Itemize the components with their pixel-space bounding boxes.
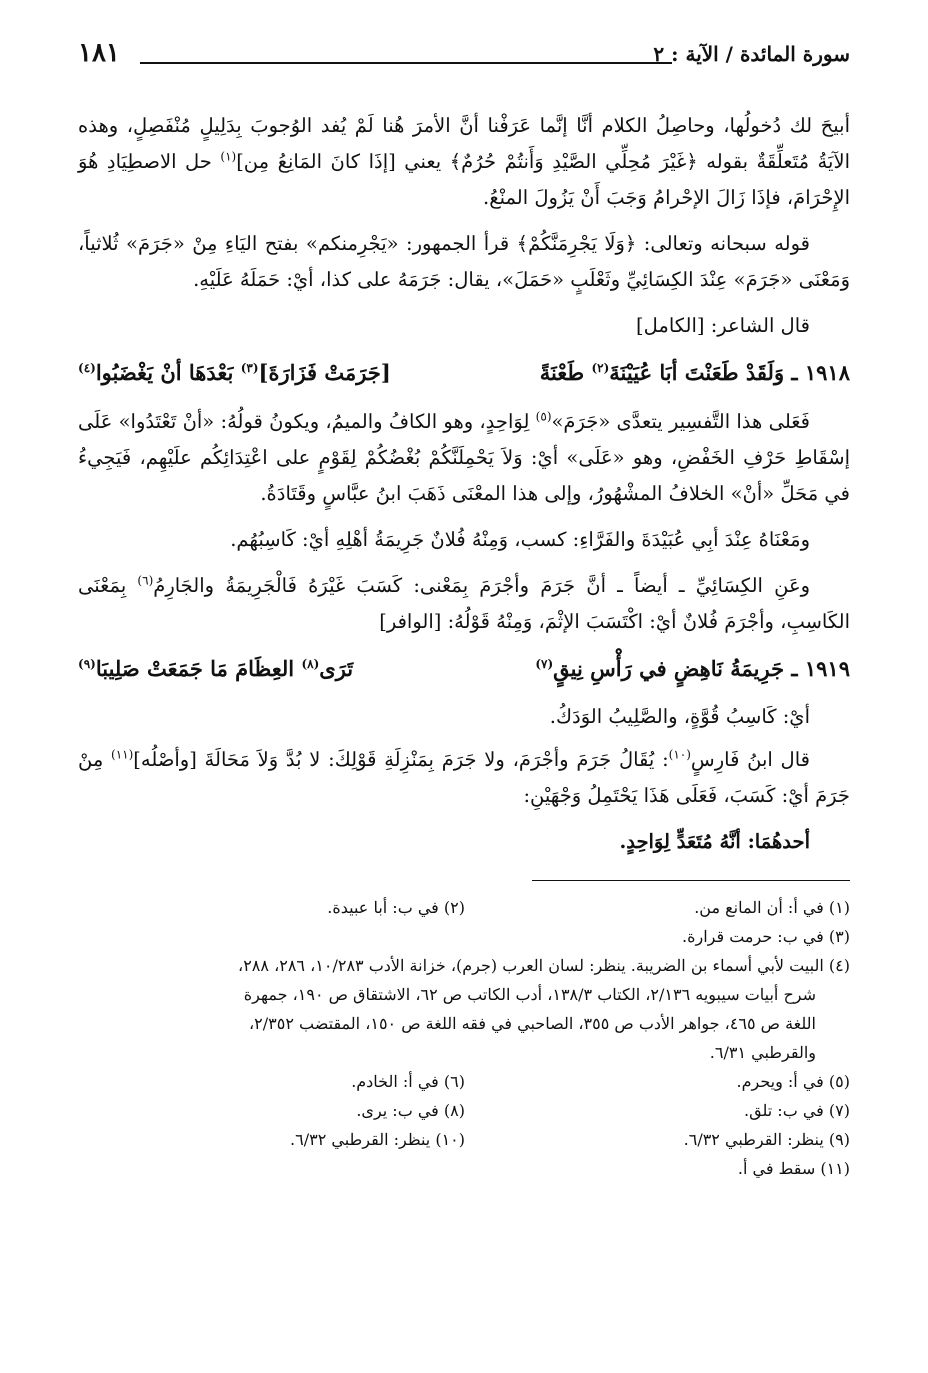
- paragraph-3: [78, 404, 850, 512]
- footnote-ref-9: (٩): [78, 657, 96, 671]
- footnote-row: [78, 922, 850, 951]
- footnote-4: [78, 951, 850, 1067]
- paragraph-7-b: : يُقَالُ جَرَمَ وأجْرَمَ، ولا جَرَمَ بِمَنْزِلَةِ قَوْلِكَ: لا بُدَّ وَلاَ مَحَالَةَ [وأصْلُه]: [133, 748, 669, 771]
- paragraph-1-line-3: حل الاصطِيَادِ هُوَ الإِحْرَامَ، فإذَا زَالَ الإحْرامُ وَجَبَ أَنْ يَزُولَ المنْعُ.: [78, 150, 850, 209]
- footnote-8: (٨) في ب: يرى.: [356, 1101, 465, 1120]
- footnote-4-line-3: اللغة ص ٤٦٥، جواهر الأدب ص ٣٥٥، الصاحبي في فقه اللغة ص ١٥٠، المقتضب ٢/٣٥٢،: [249, 1014, 816, 1033]
- verse-1919-text-c: العِظَامَ مَا جَمَعَتْ صَلِيبَا: [95, 656, 302, 681]
- paragraph-8-lead: أحدهُمَا:: [747, 830, 810, 853]
- header-rule: [140, 62, 672, 64]
- paragraph-7-c: مِنْ جَرَمَ أيْ: كَسَبَ، فَعَلَى هَذَا يَحْتَمِلُ وَجْهَيْنِ:: [78, 748, 850, 807]
- paragraph-1: [78, 108, 850, 216]
- paragraph-4: ومَعْنَاهُ عِنْدَ أبِي عُبَيْدَةَ والفَرَّاءِ: كسب، وَمِنْهُ فُلانٌ جَرِيمَةُ أهْلِهِ أيْ: كَاسِبُهُم.: [230, 528, 810, 551]
- paragraph-7-a: قال ابنُ فَارِسٍ: [690, 748, 810, 771]
- footnote-ref-1: (١): [220, 149, 237, 164]
- footnote-6: (٦) في أ: الخادم.: [351, 1072, 465, 1091]
- verse-1919-text-a: ١٩١٩ ـ جَرِيمَةُ نَاهِضٍ في رَأْسِ نِيقٍ: [553, 656, 850, 681]
- footnote-ref-7: (٧): [535, 657, 554, 671]
- footnote-3: (٣) في ب: حرمت قرارة.: [682, 927, 850, 946]
- paragraph-5: [78, 568, 850, 640]
- meter-label-kamil: قال الشاعر: [الكامل]: [636, 314, 810, 337]
- verse-1919-first-hemistich: [535, 650, 850, 688]
- footnote-10: (١٠) ينظر: القرطبي ٦/٣٢.: [290, 1130, 465, 1149]
- paragraph-5-b: بِمَعْنَى الكَاسِبِ، وأجْرَمَ فُلانٌ أيْ: اكْتَسَبَ الإثْمَ، وَمِنْهُ قَوْلُهُ: [الوافر]: [78, 574, 850, 633]
- verse-1918: [78, 354, 850, 392]
- footnote-9: (٩) ينظر: القرطبي ٦/٣٢.: [683, 1130, 850, 1149]
- verse-1919-second-hemistich: [78, 650, 353, 688]
- running-title: سورة المائدة / الآية : ٢: [653, 42, 850, 66]
- verse-1918-text-c: [جَرَمَتْ فَزَارَةَ]: [258, 360, 391, 385]
- footnote-ref-11: (١١): [111, 747, 134, 762]
- verse-1918-first-hemistich: [540, 354, 850, 392]
- paragraph-1-line-1: أبيحَ لك دُخولُها، وحاصِلُ الكلام أنَّا إنَّما عَرَفْنا أنَّ الأمرَ هُنا لَمْ يُفد الوُجوبَ بِدَلِيلٍ: [199, 114, 850, 137]
- paragraph-3-a: فَعَلى هذا التَّفسِير يتعدَّى «جَرَمَ»: [551, 410, 811, 433]
- footnote-separator: [532, 880, 850, 881]
- page-header: [78, 38, 850, 78]
- main-text: [78, 108, 850, 860]
- footnote-ref-3: (٣): [240, 361, 259, 375]
- footnote-4-line-1: (٤) البيت لأبي أسماء بن الضريبة. ينظر: لسان العرب (جرم)، خزانة الأدب ١٠/٢٨٣، ٢٨٦، ٢٨٨،: [238, 956, 850, 975]
- footnote-7: (٧) في ب: تلق.: [744, 1101, 850, 1120]
- paragraph-1-line-2: مُنْفَصِلٍ، وهذه الآيَةُ مُتَعلِّقَةٌ بقوله ﴿غَيْرَ مُحِلِّي الصَّيْدِ وَأَنتُمْ حُرُمٌ﴾ يعني [إذَا كانَ المَانِعُ مِن]: [78, 114, 850, 173]
- paragraph-7: [78, 742, 850, 814]
- footnote-ref-10: (١٠): [668, 747, 691, 762]
- footnote-ref-6: (٦): [137, 573, 154, 588]
- verse-1918-text-d: بَعْدَهَا أنْ يَغْضَبُوا: [95, 360, 241, 385]
- verse-1918-second-hemistich: [78, 354, 391, 392]
- verse-1919: [78, 650, 850, 688]
- footnote-row: [78, 1154, 850, 1183]
- footnotes: [78, 893, 850, 1183]
- paragraph-5-a: وعَنِ الكِسَائِيِّ ـ أيضاً ـ أنَّ جَرَمَ وأجْرَمَ بِمَعْنى: كَسَبَ غَيْرَهُ فَالْجَرِيمَةُ والجَارِمُ: [153, 574, 810, 597]
- footnote-row: [78, 1067, 850, 1096]
- footnote-2: (٢) في ب: أبا عبيدة.: [327, 898, 465, 917]
- footnote-11: (١١) سقط في أ.: [737, 1159, 850, 1178]
- footnote-ref-5: (٥): [535, 409, 552, 424]
- footnote-1: (١) في أ: أن المانع من.: [694, 898, 850, 917]
- footnote-row: [78, 1125, 850, 1154]
- paragraph-3-b: لِوَاحِدٍ، وهو الكافُ والميمُ، ويكونُ قولُهُ: «أنْ تَعْتَدُوا» عَلَى إسْقَاطِ حَرْفِ الخَفْضِ، وهو «عَلَى» أيْ: وَلاَ يَحْمِلَنَّكُمْ بُغْضُكُمْ لِقَوْمٍ على اعْتِدَائِكُم علَيْهِم، فَيَجِيءُ في مَحَلِّ «أنْ» الخلافُ المشْهُورُ، وإلى هذا المعْنَى ذَهَبَ ابنُ عبَّاسٍ وقَتَادَةُ.: [78, 410, 850, 505]
- page-number: ١٨١: [78, 38, 120, 68]
- footnote-ref-4: (٤): [78, 361, 96, 375]
- verse-1918-text-b: طَعْنَةً: [539, 360, 592, 385]
- paragraph-8-rest: أنَّهُ مُتَعَدٍّ لِوَاحِدٍ.: [619, 830, 748, 853]
- paragraph-2: قوله سبحانه وتعالى: ﴿وَلَا يَجْرِمَنَّكُمْ﴾ قرأ الجمهور: «يَجْرِمنكم» بفتح اليَاءِ مِنْ «جَرَمَ» ثُلاثياً، وَمَعْنَى «جَرَمَ» عِنْدَ الكِسَائِيِّ وثَعْلَبٍ «حَمَلَ»، يقال: جَرَمَهُ على كذا، أيْ: حَمَلَهُ عَلَيْهِ.: [78, 232, 850, 291]
- footnote-5: (٥) في أ: ويحرم.: [736, 1072, 850, 1091]
- footnote-4-line-2: شرح أبيات سيبويه ٢/١٣٦، الكتاب ١٣٨/٣، أدب الكاتب ص ٦٢، الاشتقاق ص ١٩٠، جمهرة: [243, 985, 816, 1004]
- footnote-ref-8: (٨): [301, 657, 320, 671]
- verse-1919-text-b: تَرَى: [319, 656, 354, 681]
- verse-1918-text-a: ١٩١٨ ـ وَلَقَدْ طَعَنْتَ أبَا عُيَيْنَةَ: [609, 360, 850, 385]
- paragraph-6: أيْ: كَاسِبُ قُوَّةٍ، والصَّلِيبُ الوَدَكُ.: [549, 705, 810, 728]
- footnote-ref-2: (٢): [591, 361, 610, 375]
- footnote-row: [78, 1096, 850, 1125]
- paragraph-8: [78, 824, 850, 860]
- footnote-row: [78, 893, 850, 922]
- footnote-4-line-4: والقرطبي ٦/٣١.: [709, 1043, 816, 1062]
